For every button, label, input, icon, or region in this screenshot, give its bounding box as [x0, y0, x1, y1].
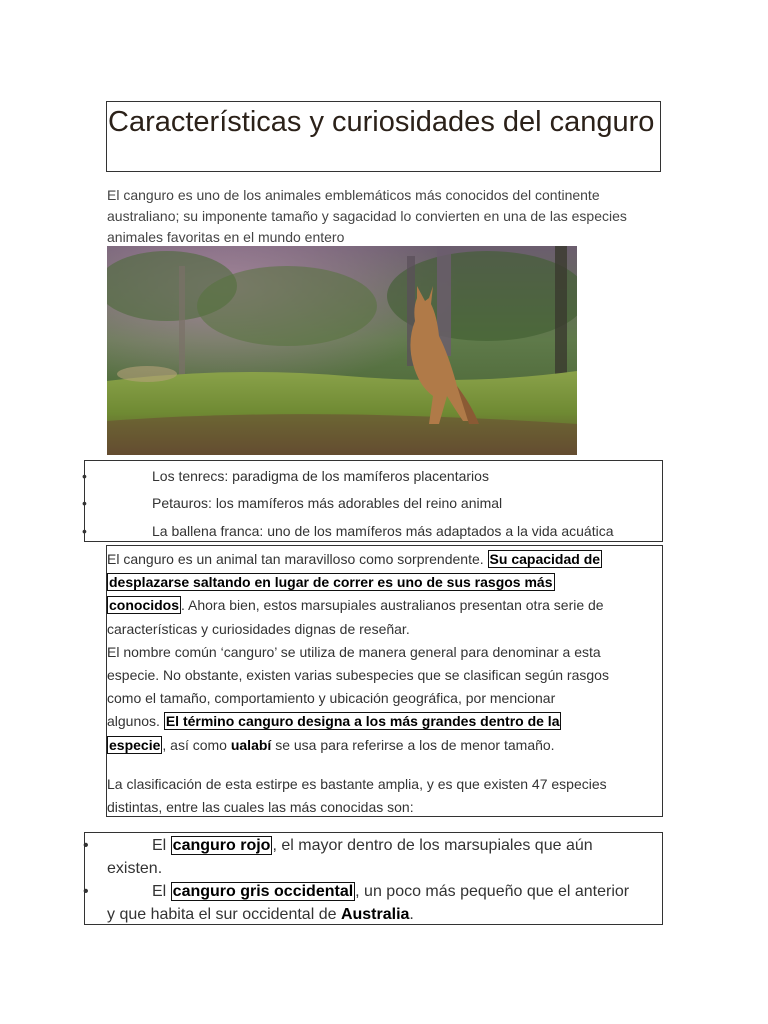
- body-line: [107, 571, 663, 594]
- species-text: , el mayor dentro de los marsupiales que aún: [272, 837, 593, 854]
- related-articles-list: [84, 460, 663, 542]
- body-line: especie. No obstante, existen varias subespecies que se clasifican según rasgos: [107, 667, 609, 683]
- body-line: El nombre común ‘canguro’ se utiliza de manera general para denominar a esta: [107, 644, 601, 660]
- body-text: El canguro es un animal tan maravilloso como sorprendente.: [107, 551, 488, 567]
- body-line: distintas, entre las cuales las más conocidas son:: [107, 799, 414, 815]
- list-item[interactable]: [82, 468, 662, 488]
- body-section: [106, 545, 663, 817]
- related-link[interactable]: La ballena franca: uno de los mamíferos más adaptados a la vida acuática: [152, 523, 614, 539]
- body-line: [107, 548, 663, 571]
- body-text: algunos.: [107, 713, 164, 729]
- bullet-icon: •: [82, 495, 87, 511]
- species-text: existen.: [107, 860, 163, 877]
- highlight-phrase: desplazarse saltando en lugar de correr es uno de sus rasgos más: [109, 574, 553, 590]
- bullet-icon: •: [82, 523, 87, 539]
- body-text: . Ahora bien, estos marsupiales australianos presentan otra serie de: [181, 597, 604, 613]
- species-text: El: [152, 883, 171, 900]
- body-line: como el tamaño, comportamiento y ubicación geográfica, por mencionar: [107, 690, 556, 706]
- intro-line: australiano; su imponente tamaño y sagacidad lo convierten en una de las especies: [107, 208, 627, 224]
- species-text: El: [152, 837, 171, 854]
- intro-line: animales favoritas en el mundo entero: [107, 229, 345, 245]
- species-text: y que habita el sur occidental de: [107, 906, 341, 923]
- highlight-phrase: canguro rojo: [172, 837, 271, 854]
- body-line: La clasificación de esta estirpe es bastante amplia, y es que existen 47 especies: [107, 776, 607, 792]
- bullet-icon: •: [83, 883, 89, 900]
- highlight-phrase: conocidos: [109, 597, 180, 613]
- species-text: .: [409, 906, 414, 923]
- highlight-phrase: canguro gris occidental: [172, 883, 354, 900]
- body-line: [107, 594, 663, 617]
- related-link[interactable]: Los tenrecs: paradigma de los mamíferos placentarios: [152, 468, 489, 484]
- related-link[interactable]: Petauros: los mamíferos más adorables del reino animal: [152, 495, 503, 511]
- highlight-phrase: especie: [109, 737, 161, 753]
- highlight-phrase: Su capacidad de: [489, 551, 601, 567]
- body-text: se usa para referirse a los de menor tamaño.: [271, 737, 555, 753]
- bullet-icon: •: [82, 468, 87, 484]
- body-line: características y curiosidades dignas de reseñar.: [107, 621, 410, 637]
- list-item[interactable]: [82, 495, 662, 515]
- body-line: [107, 734, 663, 757]
- species-list: [84, 832, 663, 925]
- intro-line: El canguro es uno de los animales emblemáticos más conocidos del continente: [107, 187, 600, 203]
- keyword: Australia: [340, 906, 410, 923]
- keyword: ualabí: [230, 737, 272, 753]
- page-title: Características y curiosidades del canguro: [108, 106, 655, 138]
- highlight-phrase: El término canguro designa a los más grandes dentro de la: [165, 713, 560, 729]
- species-text: , un poco más pequeño que el anterior: [355, 883, 630, 900]
- title-box: [106, 101, 661, 172]
- body-line: [107, 710, 663, 733]
- bullet-icon: •: [83, 837, 89, 854]
- kangaroo-photo: [107, 246, 577, 455]
- body-text: , así como: [162, 737, 231, 753]
- list-item[interactable]: [82, 523, 662, 543]
- intro-paragraph: [107, 185, 667, 248]
